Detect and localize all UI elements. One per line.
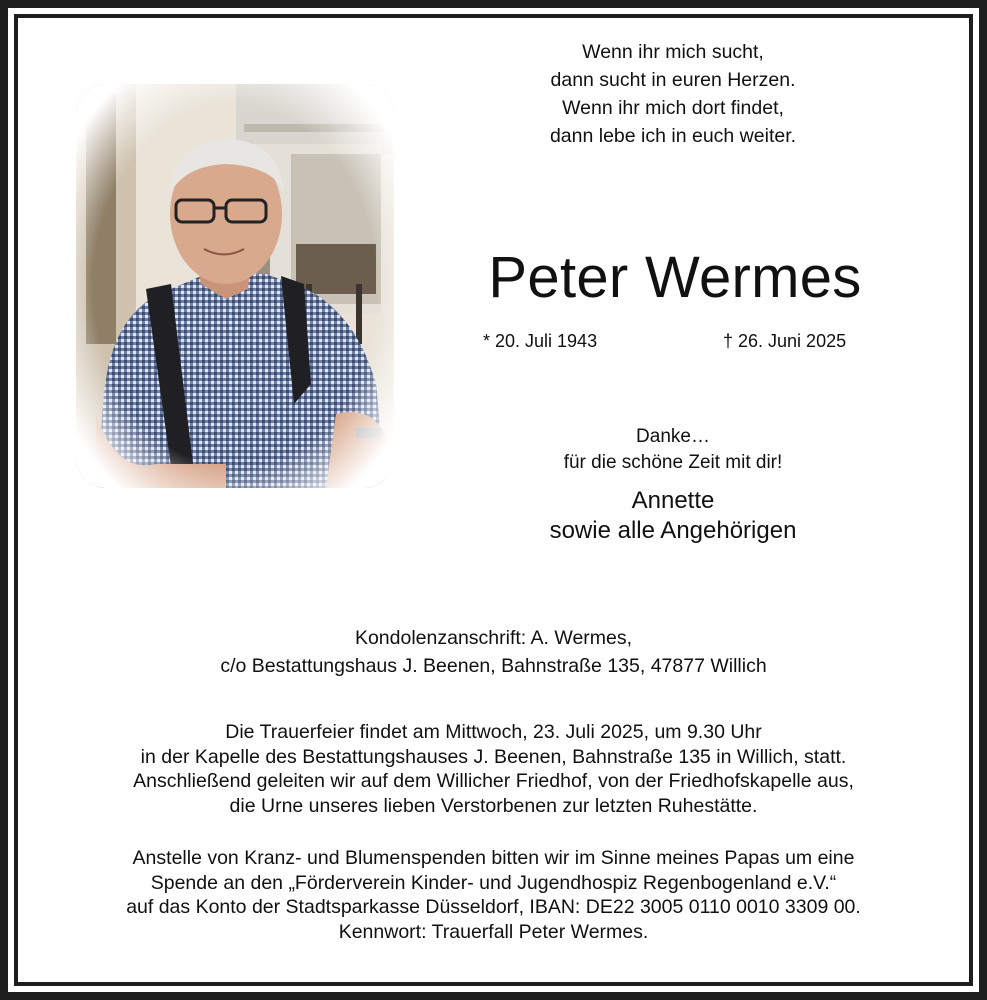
thanks-line: für die schöne Zeit mit dir! [563, 452, 783, 473]
mourners-signature [473, 486, 873, 546]
poem-line: dann lebe ich in euch weiter. [549, 125, 797, 147]
thanks-message [523, 424, 823, 476]
funeral-ceremony-info [0, 720, 987, 818]
mourner-line: Annette [631, 487, 715, 514]
condolence-line: c/o Bestattungshaus J. Beenen, Bahnstraße 135, 47877 Willich [220, 655, 767, 677]
poem [523, 38, 823, 150]
donation-line: Spende an den „Förderverein Kinder- und Jugendhospiz Regenbogenland e.V.“ [150, 871, 837, 894]
donation-line: Anstelle von Kranz- und Blumenspenden bitten wir im Sinne meines Papas um eine [132, 847, 855, 869]
condolence-line: Kondolenzanschrift: A. Wermes, [354, 627, 633, 649]
donation-line: auf das Konto der Stadtsparkasse Düsseldorf, IBAN: DE22 3005 0110 0010 3309 00. [126, 896, 861, 918]
ceremony-line: in der Kapelle des Bestattungshauses J. Beenen, Bahnstraße 135 in Willich, statt. [140, 745, 847, 768]
condolence-address [0, 624, 987, 680]
ceremony-line: Anschließend geleiten wir auf dem Willicher Friedhof, von der Friedhofskapelle aus, [133, 770, 854, 792]
ceremony-line: die Urne unseres lieben Verstorbenen zur letzten Ruhestätte. [229, 794, 758, 817]
ceremony-line: Die Trauerfeier findet am Mittwoch, 23. Juli 2025, um 9.30 Uhr [225, 721, 762, 743]
poem-line: Wenn ihr mich sucht, [582, 41, 764, 63]
deceased-name: Peter Wermes [488, 245, 862, 310]
portrait-photo [76, 84, 394, 488]
mourner-line: sowie alle Angehörigen [549, 517, 797, 544]
poem-line: Wenn ihr mich dort findet, [562, 97, 784, 119]
donation-line: Kennwort: Trauerfall Peter Wermes. [338, 920, 649, 943]
thanks-line: Danke… [636, 426, 710, 447]
death-date: † 26. Juni 2025 [723, 331, 847, 351]
birth-date: * 20. Juli 1943 [483, 331, 598, 351]
poem-line: dann sucht in euren Herzen. [550, 69, 796, 91]
donation-request [0, 846, 987, 944]
